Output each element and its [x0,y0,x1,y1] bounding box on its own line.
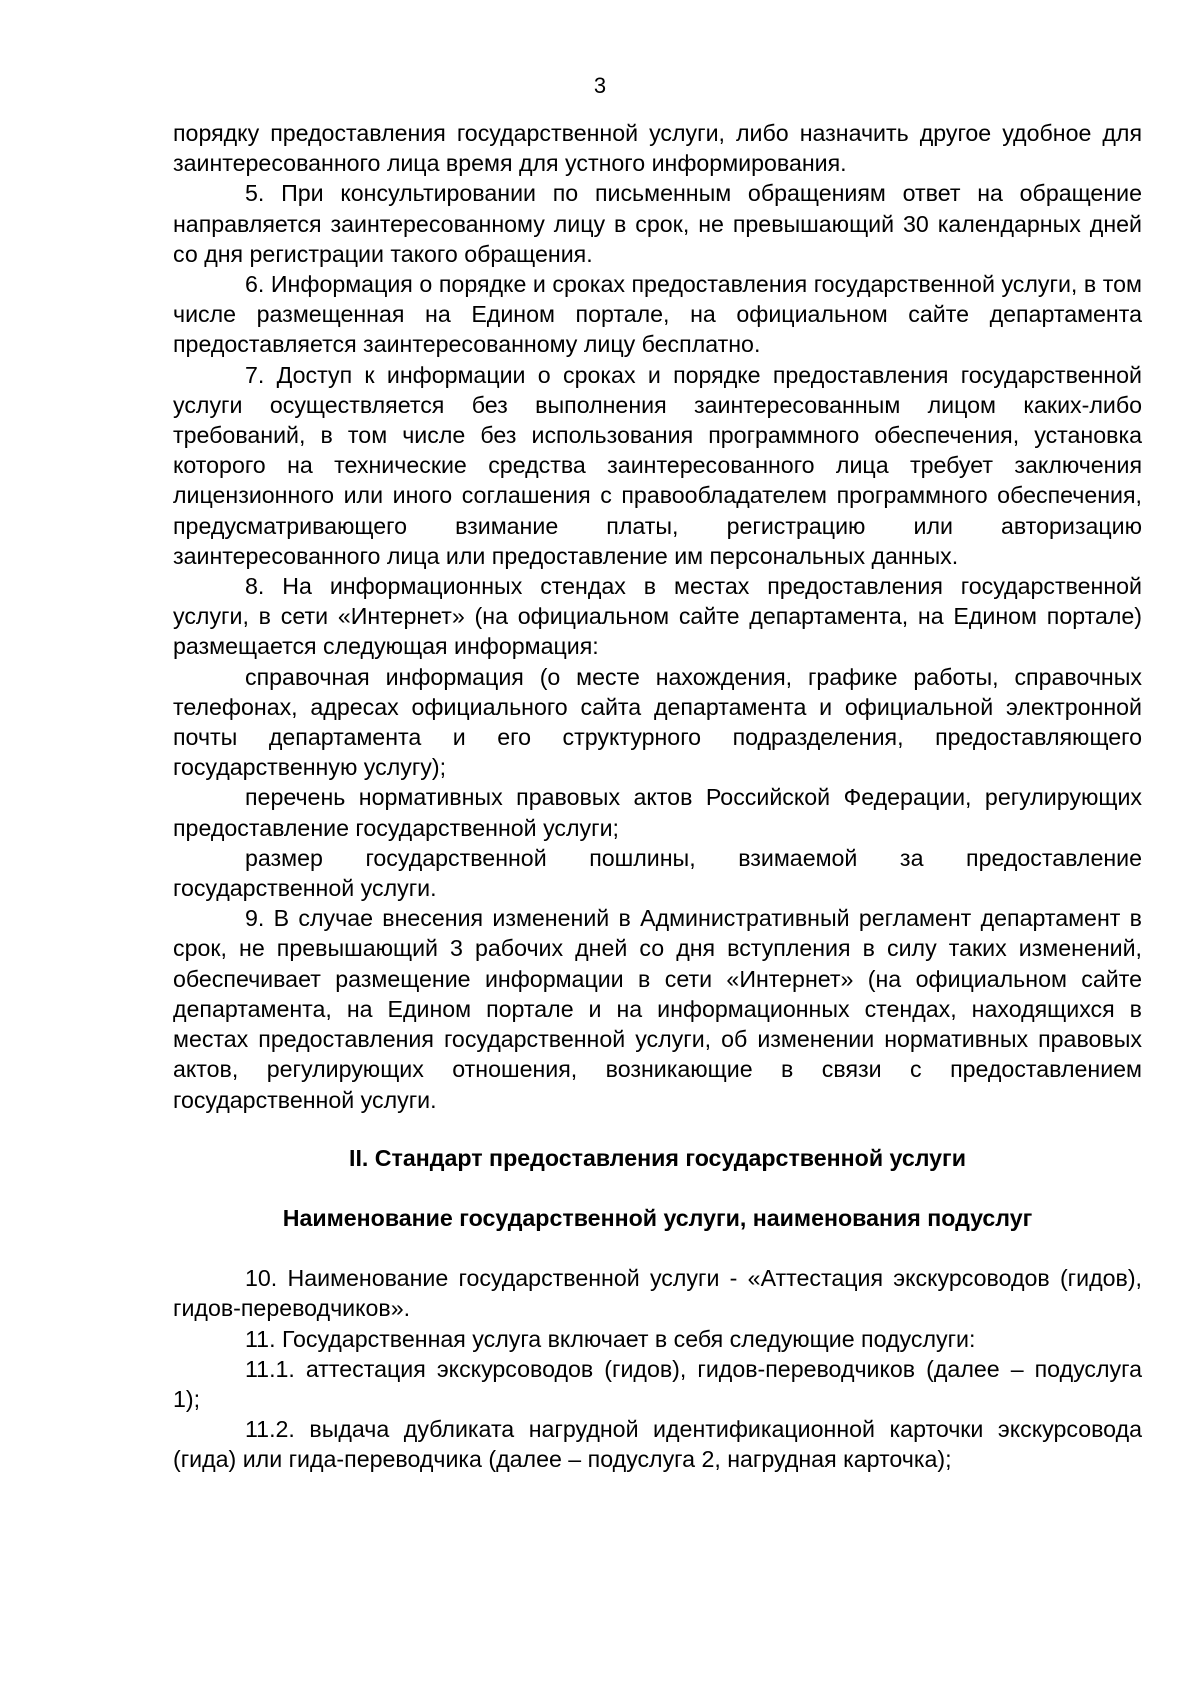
paragraph: 11.2. выдача дубликата нагрудной идентификационной карточки экскурсовода (гида) или гида-переводчика (далее – подуслуга 2, нагрудная карточка); [173,1416,1142,1473]
paragraphs-after [173,1263,1142,1474]
paragraph: 5. При консультировании по письменным обращениям ответ на обращение направляется заинтересованному лицу в срок, не превышающий 30 календарных дней со дня регистрации такого обращения. [173,180,1142,267]
section-title: II. Стандарт предоставления государственной услуги [349,1144,966,1171]
paragraph: 8. На информационных стендах в местах предоставления государственной услуги, в сети «Интернет» (на официальном сайте департамента, на Едином портале) размещается следующая информация: [173,573,1142,660]
paragraph: справочная информация (о месте нахождения, графике работы, справочных телефонах, адресах официального сайта департамента и официальной электронной почты департамента и его структурного подразделения, предоставляющего государственную услугу); [173,663,1142,781]
paragraph: перечень нормативных правовых актов Российской Федерации, регулирующих предоставление государственной услуги; [173,784,1142,841]
paragraph: порядку предоставления государственной услуги, либо назначить другое удобное для заинтересованного лица время для устного информирования. [173,120,1142,177]
document-body [173,118,1142,1475]
paragraphs-before [173,118,1142,1115]
paragraph: 9. В случае внесения изменений в Административный регламент департамент в срок, не превышающий 3 рабочих дней со дня вступления в силу таких изменений, обеспечивает размещение информации в сети «Интернет» (на официальном сайте департамента, на Едином портале и на информационных стендах, находящихся в местах предоставления государственной услуги, об изменении нормативных правовых актов, регулирующих отношения, возникающие в связи с предоставлением государственной услуги. [173,905,1142,1113]
paragraph: 11.1. аттестация экскурсоводов (гидов), гидов-переводчиков (далее – подуслуга 1); [173,1355,1142,1412]
subsection-title: Наименование государственной услуги, наименования подуслуг [282,1204,1033,1231]
paragraph: 7. Доступ к информации о сроках и порядке предоставления государственной услуги осуществляется без выполнения заинтересованным лицом каких-либо требований, в том числе без использования программного обеспечения, установка которого на технические средства заинтересованного лица требует заключения лицензионного или иного соглашения с правообладателем программного обеспечения, предусматривающего взимание платы, регистрацию или авторизацию заинтересованного лица или предоставление им персональных данных. [173,361,1142,569]
page-number: 3 [593,73,607,98]
paragraph: 6. Информация о порядке и сроках предоставления государственной услуги, в том числе размещенная на Едином портале, на официальном сайте департамента предоставляется заинтересованному лицу бесплатно. [173,271,1142,358]
paragraph: 10. Наименование государственной услуги - «Аттестация экскурсоводов (гидов), гидов-переводчиков». [173,1265,1142,1322]
paragraph: размер государственной пошлины, взимаемой за предоставление государственной услуги. [173,844,1142,902]
paragraph: 11. Государственная услуга включает в себя следующие подуслуги: [245,1325,976,1352]
